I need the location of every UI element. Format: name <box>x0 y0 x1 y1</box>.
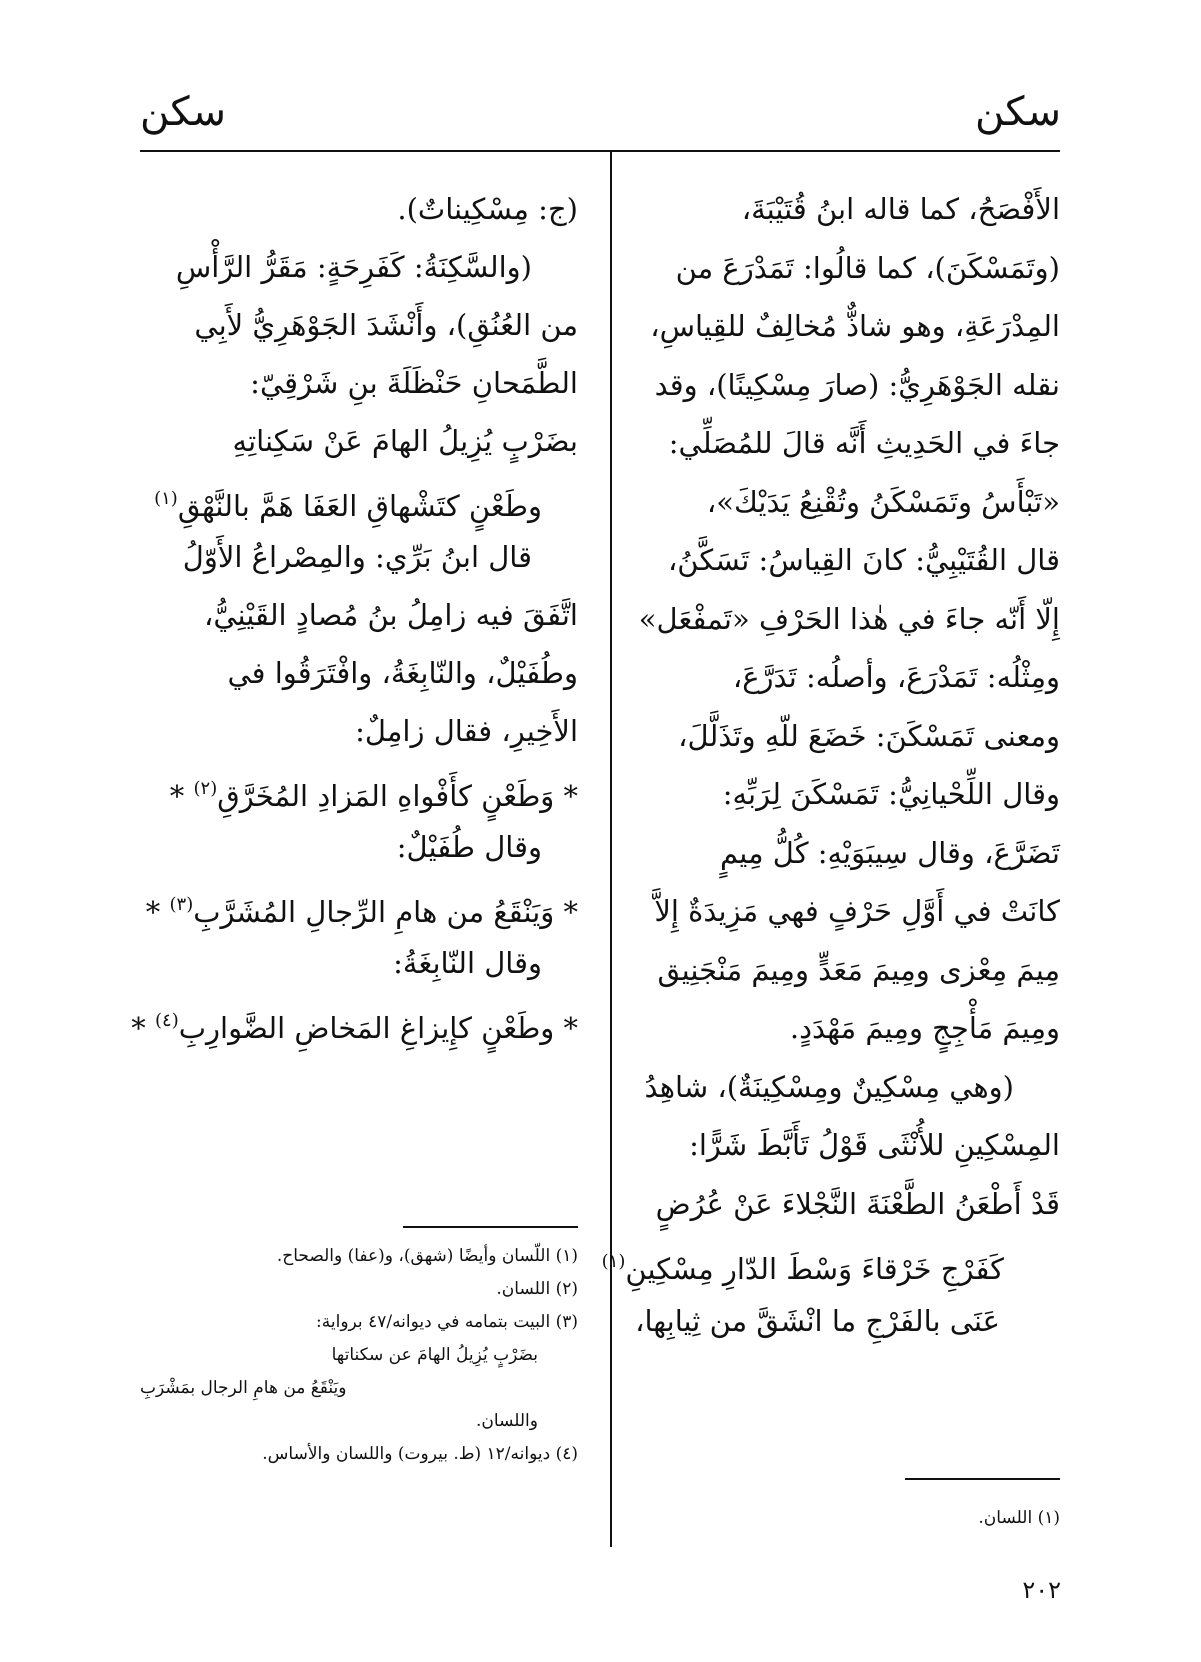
footnote-verse: ويَنْقَعُ من هامِ الرجال بمَشْرَبِ <box>140 1378 347 1398</box>
verse-line <box>601 1233 1060 1292</box>
text-line: الأَخِيرِ، فقال زامِلٌ: <box>355 714 578 748</box>
header-keyword-left: سكن <box>140 89 227 135</box>
footnote-rule-left <box>403 1226 578 1228</box>
verse-text: وطَعْنٍ كتَشْهاقِ العَفَا هَمَّ بالنَّهْقِ <box>177 489 542 523</box>
text-line: ومعنى تَمَسْكَنَ: خَضَعَ للّهِ وتَذَلَّلَ، <box>678 718 1060 753</box>
text-line: وطُفَيْلٌ، والنّابِغَةُ، وافْتَرَقُوا في <box>227 656 578 690</box>
footnote-marker: (٤) <box>155 1010 179 1031</box>
text-line: إِلّا أَنّه جاءَ في هٰذا الحَرْفِ «تَمفْعَل» <box>638 601 1060 636</box>
text-line: الأَفْصَحُ، كما قاله ابنُ قُتَيْبَةَ، <box>741 192 1060 226</box>
hemistich-star: * <box>169 779 194 813</box>
text-line: المِسْكِينِ للأُنْثَى قَوْلُ تَأَبَّطَ شَرًّا: <box>689 1128 1060 1162</box>
footnote-marker: (١) <box>154 488 178 509</box>
text-line: ومِيمَ مَأْجِجٍ ومِيمَ مَهْدَدٍ. <box>789 1011 1060 1045</box>
footnote: (٤) ديوانه/١٢ (ط. بيروت) واللسان والأساس. <box>262 1444 578 1464</box>
footnote-marker: (٣) <box>169 894 194 915</box>
footnotes-right <box>645 1502 1060 1535</box>
text-line: «تَبْأَسُ وتَمَسْكَنُ وتُقْنِعُ يَدَيْكَ»، <box>706 484 1060 519</box>
hemistich-star: * <box>131 1011 155 1045</box>
text-line: عَنَى بالفَرْجِ ما انْشَقَّ من ثِيابِها، <box>635 1303 1000 1338</box>
text-line: جاءَ في الحَدِيثِ أَنَّه قالَ للمُصَلِّي: <box>668 426 1060 460</box>
text-line: (والسَّكِنَةُ: كَفَرِحَةٍ: مَقَرُّ الرَّأْسِ <box>175 250 532 284</box>
text-line: قال القُتَيْبِيُّ: كانَ القِياسُ: تَسَكَّنُ، <box>667 543 1060 577</box>
footnote: (٢) اللسان. <box>496 1279 578 1299</box>
header-keyword-right: سكن <box>974 89 1061 135</box>
hemistich-line <box>131 992 578 1050</box>
hemistich-star: * <box>145 895 170 929</box>
footnote-verse: بضَرْبٍ يُزِيلُ الهامَ عن سكناتها <box>331 1345 538 1365</box>
hemistich-text: * وَطَعْنٍ كأَفْواهِ المَزادِ المُخَرَّقِ <box>217 779 578 813</box>
verse-line <box>140 470 578 528</box>
text-line: من العُنُقِ)، وأَنْشَدَ الجَوْهَرِيُّ لأَبِي <box>194 308 578 342</box>
verse-line: قَدْ أَطْعَنُ الطَّعْنَةَ النَّجْلاءَ عَنْ عُرُضٍ <box>655 1186 1060 1221</box>
footnotes-left <box>140 1240 578 1471</box>
left-column <box>131 180 578 1050</box>
text-line: نقله الجَوْهَرِيُّ: (صارَ مِسْكِينًا)، وقد <box>654 367 1060 402</box>
footnote: (١) اللسان. <box>978 1508 1060 1528</box>
text-line: (وهي مِسْكِينٌ ومِسْكِينَةٌ)، شاهِدُ <box>644 1069 1014 1104</box>
text-line: (ج: مِسْكِيناتٌ). <box>397 192 578 226</box>
text-line: وقال طُفَيْلٌ: <box>396 830 542 864</box>
hemistich-line <box>140 760 578 818</box>
footnote-marker: (١) <box>601 1251 626 1272</box>
hemistich-line <box>140 876 578 934</box>
footnote: (٣) البيت بتمامه في ديوانه/٤٧ برواية: <box>316 1312 578 1332</box>
hemistich-text: * وَيَنْقَعُ من هامِ الرِّجالِ المُشَرَّبِ <box>193 895 578 929</box>
footnote: واللسان. <box>476 1411 538 1431</box>
text-line: تَضَرَّعَ، وقال سِيبَوَيْهِ: كُلُّ مِيمٍ <box>719 835 1060 870</box>
footnote-rule-right <box>905 1478 1060 1480</box>
text-line: قال ابنُ بَرِّي: والمِصْراعُ الأَوّلُ <box>182 540 532 574</box>
text-line: كانَتْ في أَوَّلِ حَرْفٍ فهي مَزِيدَةٌ إِلاَّ <box>654 894 1060 928</box>
text-line: المِدْرَعَةِ، وهو شاذٌّ مُخالِفٌ للقِياسِ، <box>650 309 1060 343</box>
page-number: ٢٠٢ <box>1022 1576 1061 1604</box>
text-line: ومِثْلُه: تَمَدْرَعَ، وأصلُه: تَدَرَّعَ، <box>732 660 1060 694</box>
hemistich-text: * وطَعْنٍ كإِيزاغِ المَخاضِ الضَّوارِبِ <box>178 1011 578 1045</box>
right-column <box>601 180 1060 1350</box>
text-line: الطَّمَحانِ حَنْظَلَةَ بنِ شَرْقِيّ: <box>250 366 578 400</box>
text-line: مِيمَ مِعْزى ومِيمَ مَعَدٍّ ومِيمَ مَنْجَنِيق <box>657 952 1060 987</box>
footnote-marker: (٢) <box>193 778 218 799</box>
footnote: (١) اللّسان وأيضًا (شهق)، و(عفا) والصحاح. <box>276 1246 578 1266</box>
verse-line: بضَرْبٍ يُزِيلُ الهامَ عَنْ سَكِناتِهِ <box>232 424 578 458</box>
text-line: (وتَمَسْكَنَ)، كما قالُوا: تَمَدْرَعَ من <box>675 250 1060 285</box>
column-divider <box>610 152 612 1547</box>
text-line: وقال النّابِغَةُ: <box>393 946 542 980</box>
text-line: وقال اللِّحْيانِيُّ: تَمَسْكَنَ لِرَبِّهِ: <box>722 777 1060 811</box>
text-line: اتَّفَقَ فيه زامِلُ بنُ مُصادٍ القَيْنِيُّ، <box>204 598 578 632</box>
verse-text: كَفَرْجِ خَرْقاءَ وَسْطَ الدّارِ مِسْكِينِ <box>625 1252 1004 1286</box>
header-rule <box>140 150 1060 152</box>
